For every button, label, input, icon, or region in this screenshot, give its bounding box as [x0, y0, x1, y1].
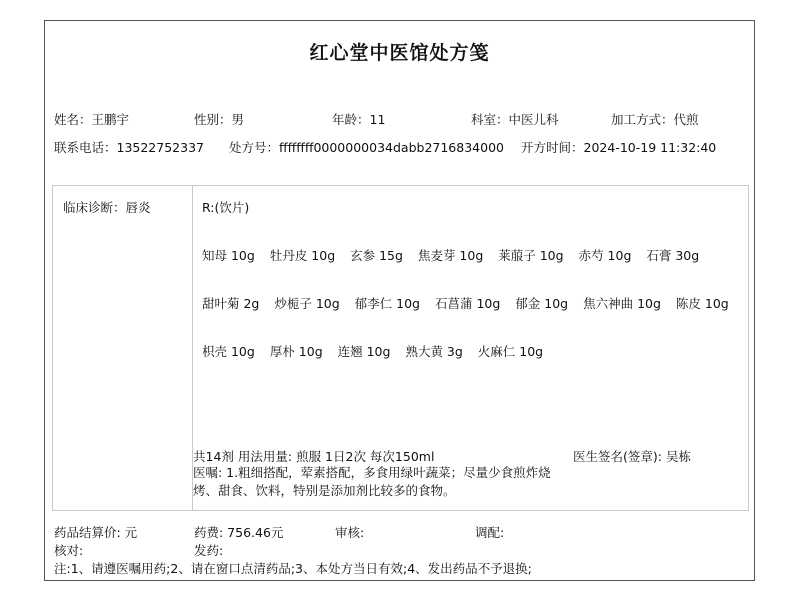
- rx-header: R:(饮片): [202, 200, 250, 215]
- prescription-body: [52, 185, 749, 511]
- herb-item: 熟大黄 3g: [405, 344, 463, 359]
- herb-item: 焦六神曲 10g: [583, 296, 661, 311]
- herb-item: 石膏 30g: [646, 248, 700, 263]
- herb-item: 郁李仁 10g: [354, 296, 420, 311]
- herb-item: 赤芍 10g: [578, 248, 632, 263]
- herb-item: 知母 10g: [202, 248, 255, 263]
- department: 科室：中医儿科: [471, 112, 559, 127]
- settlement-price: 药品结算价: 元: [54, 525, 138, 540]
- herb-item: 枳壳 10g: [202, 344, 255, 359]
- clinical-diagnosis: 临床诊断：唇炎: [63, 200, 151, 215]
- herb-line-2: [202, 294, 740, 312]
- prescription-sheet: [44, 20, 755, 581]
- processing-method: 加工方式：代煎: [611, 112, 699, 127]
- patient-name: 姓名：王鹏宇: [54, 112, 130, 127]
- herb-line-1: [202, 246, 710, 264]
- herb-item: 厚朴 10g: [269, 344, 323, 359]
- herb-item: 石菖蒲 10g: [434, 296, 501, 311]
- check-field: 核对:: [54, 543, 84, 558]
- herb-item: 火麻仁 10g: [477, 344, 544, 359]
- contact-phone: 联系电话：13522752337: [54, 140, 204, 155]
- dispense-field: 调配:: [475, 525, 505, 540]
- herb-item: 郁金 10g: [515, 296, 569, 311]
- herb-item: 牡丹皮 10g: [269, 248, 336, 263]
- usage-dosage: 共14剂 用法用量: 煎服 1日2次 每次150ml: [193, 449, 435, 464]
- footer-note: 注:1、请遵医嘱用药;2、请在窗口点清药品;3、本处方当日有效;4、发出药品不予退换;: [54, 561, 532, 576]
- review-field: 审核:: [335, 525, 365, 540]
- herb-item: 炒栀子 10g: [274, 296, 340, 311]
- prescription-title: 红心堂中医馆处方笺: [309, 42, 490, 64]
- herb-item: 甜叶菊 2g: [202, 296, 260, 311]
- herb-item: 陈皮 10g: [675, 296, 729, 311]
- medicine-fee: 药费: 756.46元: [194, 525, 284, 540]
- patient-gender: 性别：男: [194, 112, 245, 127]
- herb-item: 莱菔子 10g: [498, 248, 564, 263]
- herb-item: 玄参 15g: [350, 248, 403, 263]
- prescription-number: 处方号：ffffffff0000000034dabb2716834000: [229, 140, 504, 155]
- patient-age: 年龄：11: [332, 112, 386, 127]
- prescription-time: 开方时间：2024-10-19 11:32:40: [521, 140, 717, 155]
- medical-advice: 医嘱: 1.粗细搭配，荤素搭配，多食用绿叶蔬菜；尽量少食煎炸烧烤、甜食、饮料，特别是添加剂比较多的食物。: [193, 465, 551, 498]
- herb-item: 连翘 10g: [337, 344, 391, 359]
- doctor-signature: 医生签名(签章): 吴栋: [573, 449, 691, 464]
- herb-line-3: [202, 342, 554, 360]
- issue-field: 发药:: [194, 543, 224, 558]
- herb-item: 焦麦芽 10g: [417, 248, 484, 263]
